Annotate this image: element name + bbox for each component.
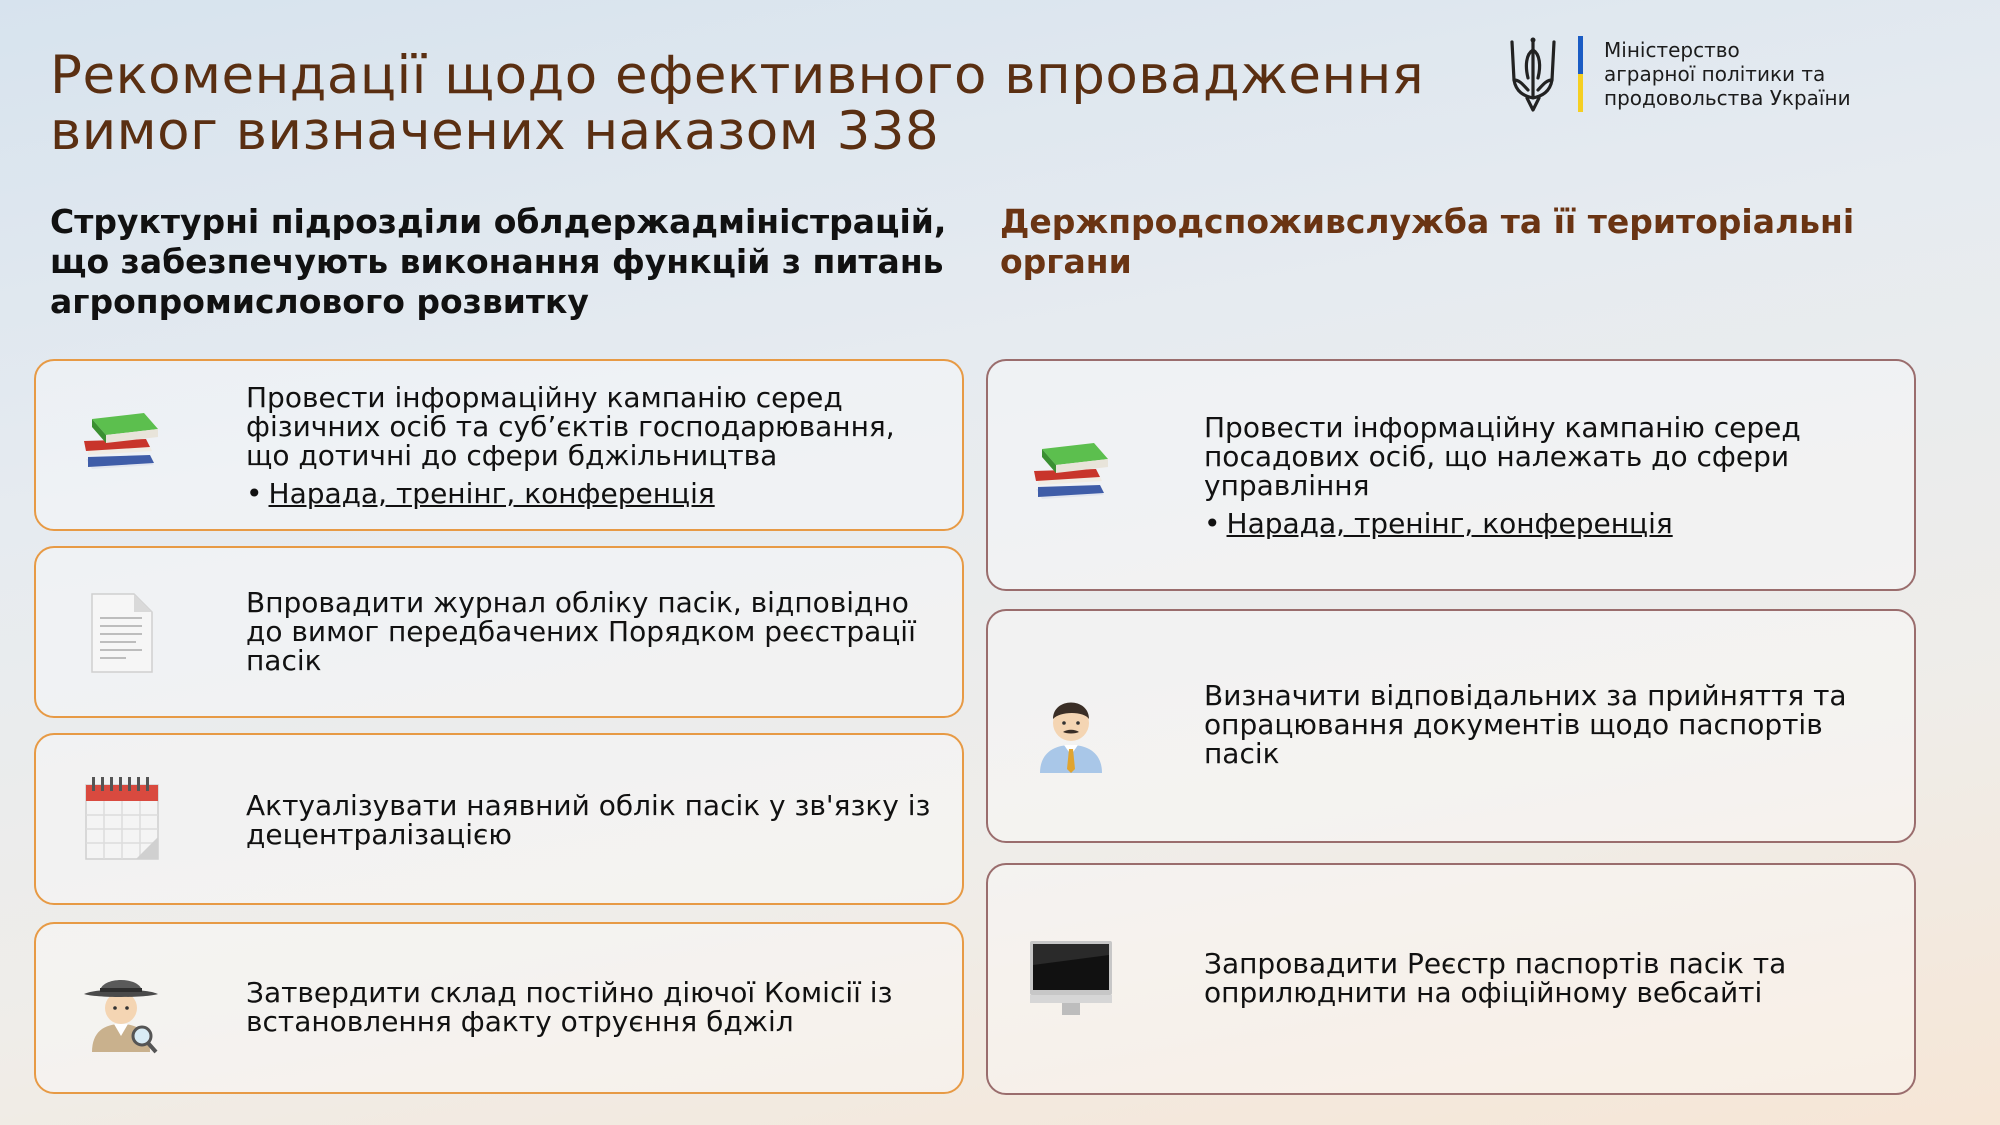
man-icon xyxy=(1026,683,1116,773)
event-link[interactable]: Нарада, тренінг, конференція xyxy=(268,477,715,510)
card-text-line: управління xyxy=(1204,469,1370,502)
event-link[interactable]: Нарада, тренінг, конференція xyxy=(1226,507,1673,540)
heading-line: що забезпечують виконання функцій з питань xyxy=(50,242,944,281)
card-text-line: Визначити відповідальних за прийняття та xyxy=(1204,679,1847,712)
ministry-name-line: продовольства України xyxy=(1604,86,1851,110)
card-text-line: Впровадити журнал обліку пасік, відповідно xyxy=(246,586,909,619)
calendar-icon xyxy=(76,773,166,863)
card-text-line: до вимог передбачених Порядком реєстрації xyxy=(246,615,916,648)
card-text-line: встановлення факту отруєння бджіл xyxy=(246,1005,794,1038)
flag-bar xyxy=(1578,36,1583,112)
card-text xyxy=(246,978,946,1036)
left-card-journal xyxy=(34,546,964,718)
left-card-registry-update xyxy=(34,733,964,905)
card-text-line: опрацювання документів щодо паспортів xyxy=(1204,708,1823,741)
document-icon xyxy=(76,588,166,678)
slide-title xyxy=(50,45,1450,162)
card-text-line: децентралізацією xyxy=(246,818,512,851)
left-column-heading xyxy=(50,202,1000,322)
card-text xyxy=(246,383,946,470)
card-text xyxy=(246,588,946,675)
card-text xyxy=(1204,413,1894,500)
bullet-dot: • xyxy=(1204,507,1221,540)
card-text-line: Затвердити склад постійно діючої Комісії із xyxy=(246,976,893,1009)
heading-line: Структурні підрозділи облдержадміністрацій, xyxy=(50,202,947,241)
card-text-line: що дотичні до сфери бджільництва xyxy=(246,439,778,472)
slide-title-line: вимог визначених наказом 338 xyxy=(50,101,940,162)
card-bullet xyxy=(246,479,715,508)
heading-line: органи xyxy=(1000,242,1132,281)
card-text-line: пасік xyxy=(1204,737,1280,770)
card-text-line: Провести інформаційну кампанію серед xyxy=(246,381,843,414)
ministry-logo xyxy=(1508,36,1908,116)
detective-icon xyxy=(76,964,166,1054)
ministry-name-line: аграрної політики та xyxy=(1604,62,1826,86)
ministry-name-line: Міністерство xyxy=(1604,38,1740,62)
books-icon xyxy=(76,399,166,489)
card-text-line: посадових осіб, що належать до сфери xyxy=(1204,440,1790,473)
card-text-line: Запровадити Реєстр паспортів пасік та xyxy=(1204,947,1787,980)
card-text xyxy=(1204,949,1894,1007)
heading-line: агропромислового розвитку xyxy=(50,282,589,321)
card-bullet xyxy=(1204,509,1673,538)
right-column-heading xyxy=(1000,202,1920,282)
heading-line: Держпродспоживслужба та її територіальні xyxy=(1000,202,1855,241)
card-text-line: фізичних осіб та суб’єктів господарювання, xyxy=(246,410,895,443)
card-text-line: Актуалізувати наявний облік пасік у зв'язку із xyxy=(246,789,931,822)
card-text-line: Провести інформаційну кампанію серед xyxy=(1204,411,1801,444)
monitor-icon xyxy=(1026,933,1116,1023)
right-card-info-campaign xyxy=(986,359,1916,591)
right-card-registry xyxy=(986,863,1916,1095)
ministry-name xyxy=(1604,38,1904,110)
books-icon xyxy=(1026,429,1116,519)
card-text-line: оприлюднити на офіційному вебсайті xyxy=(1204,976,1763,1009)
right-card-responsible xyxy=(986,609,1916,843)
card-text xyxy=(1204,681,1894,768)
bullet-dot: • xyxy=(246,477,263,510)
trident-icon xyxy=(1508,36,1558,114)
slide-title-line: Рекомендації щодо ефективного впровадження xyxy=(50,45,1425,106)
card-text-line: пасік xyxy=(246,644,322,677)
left-card-commission xyxy=(34,922,964,1094)
card-text xyxy=(246,791,946,849)
left-card-info-campaign xyxy=(34,359,964,531)
